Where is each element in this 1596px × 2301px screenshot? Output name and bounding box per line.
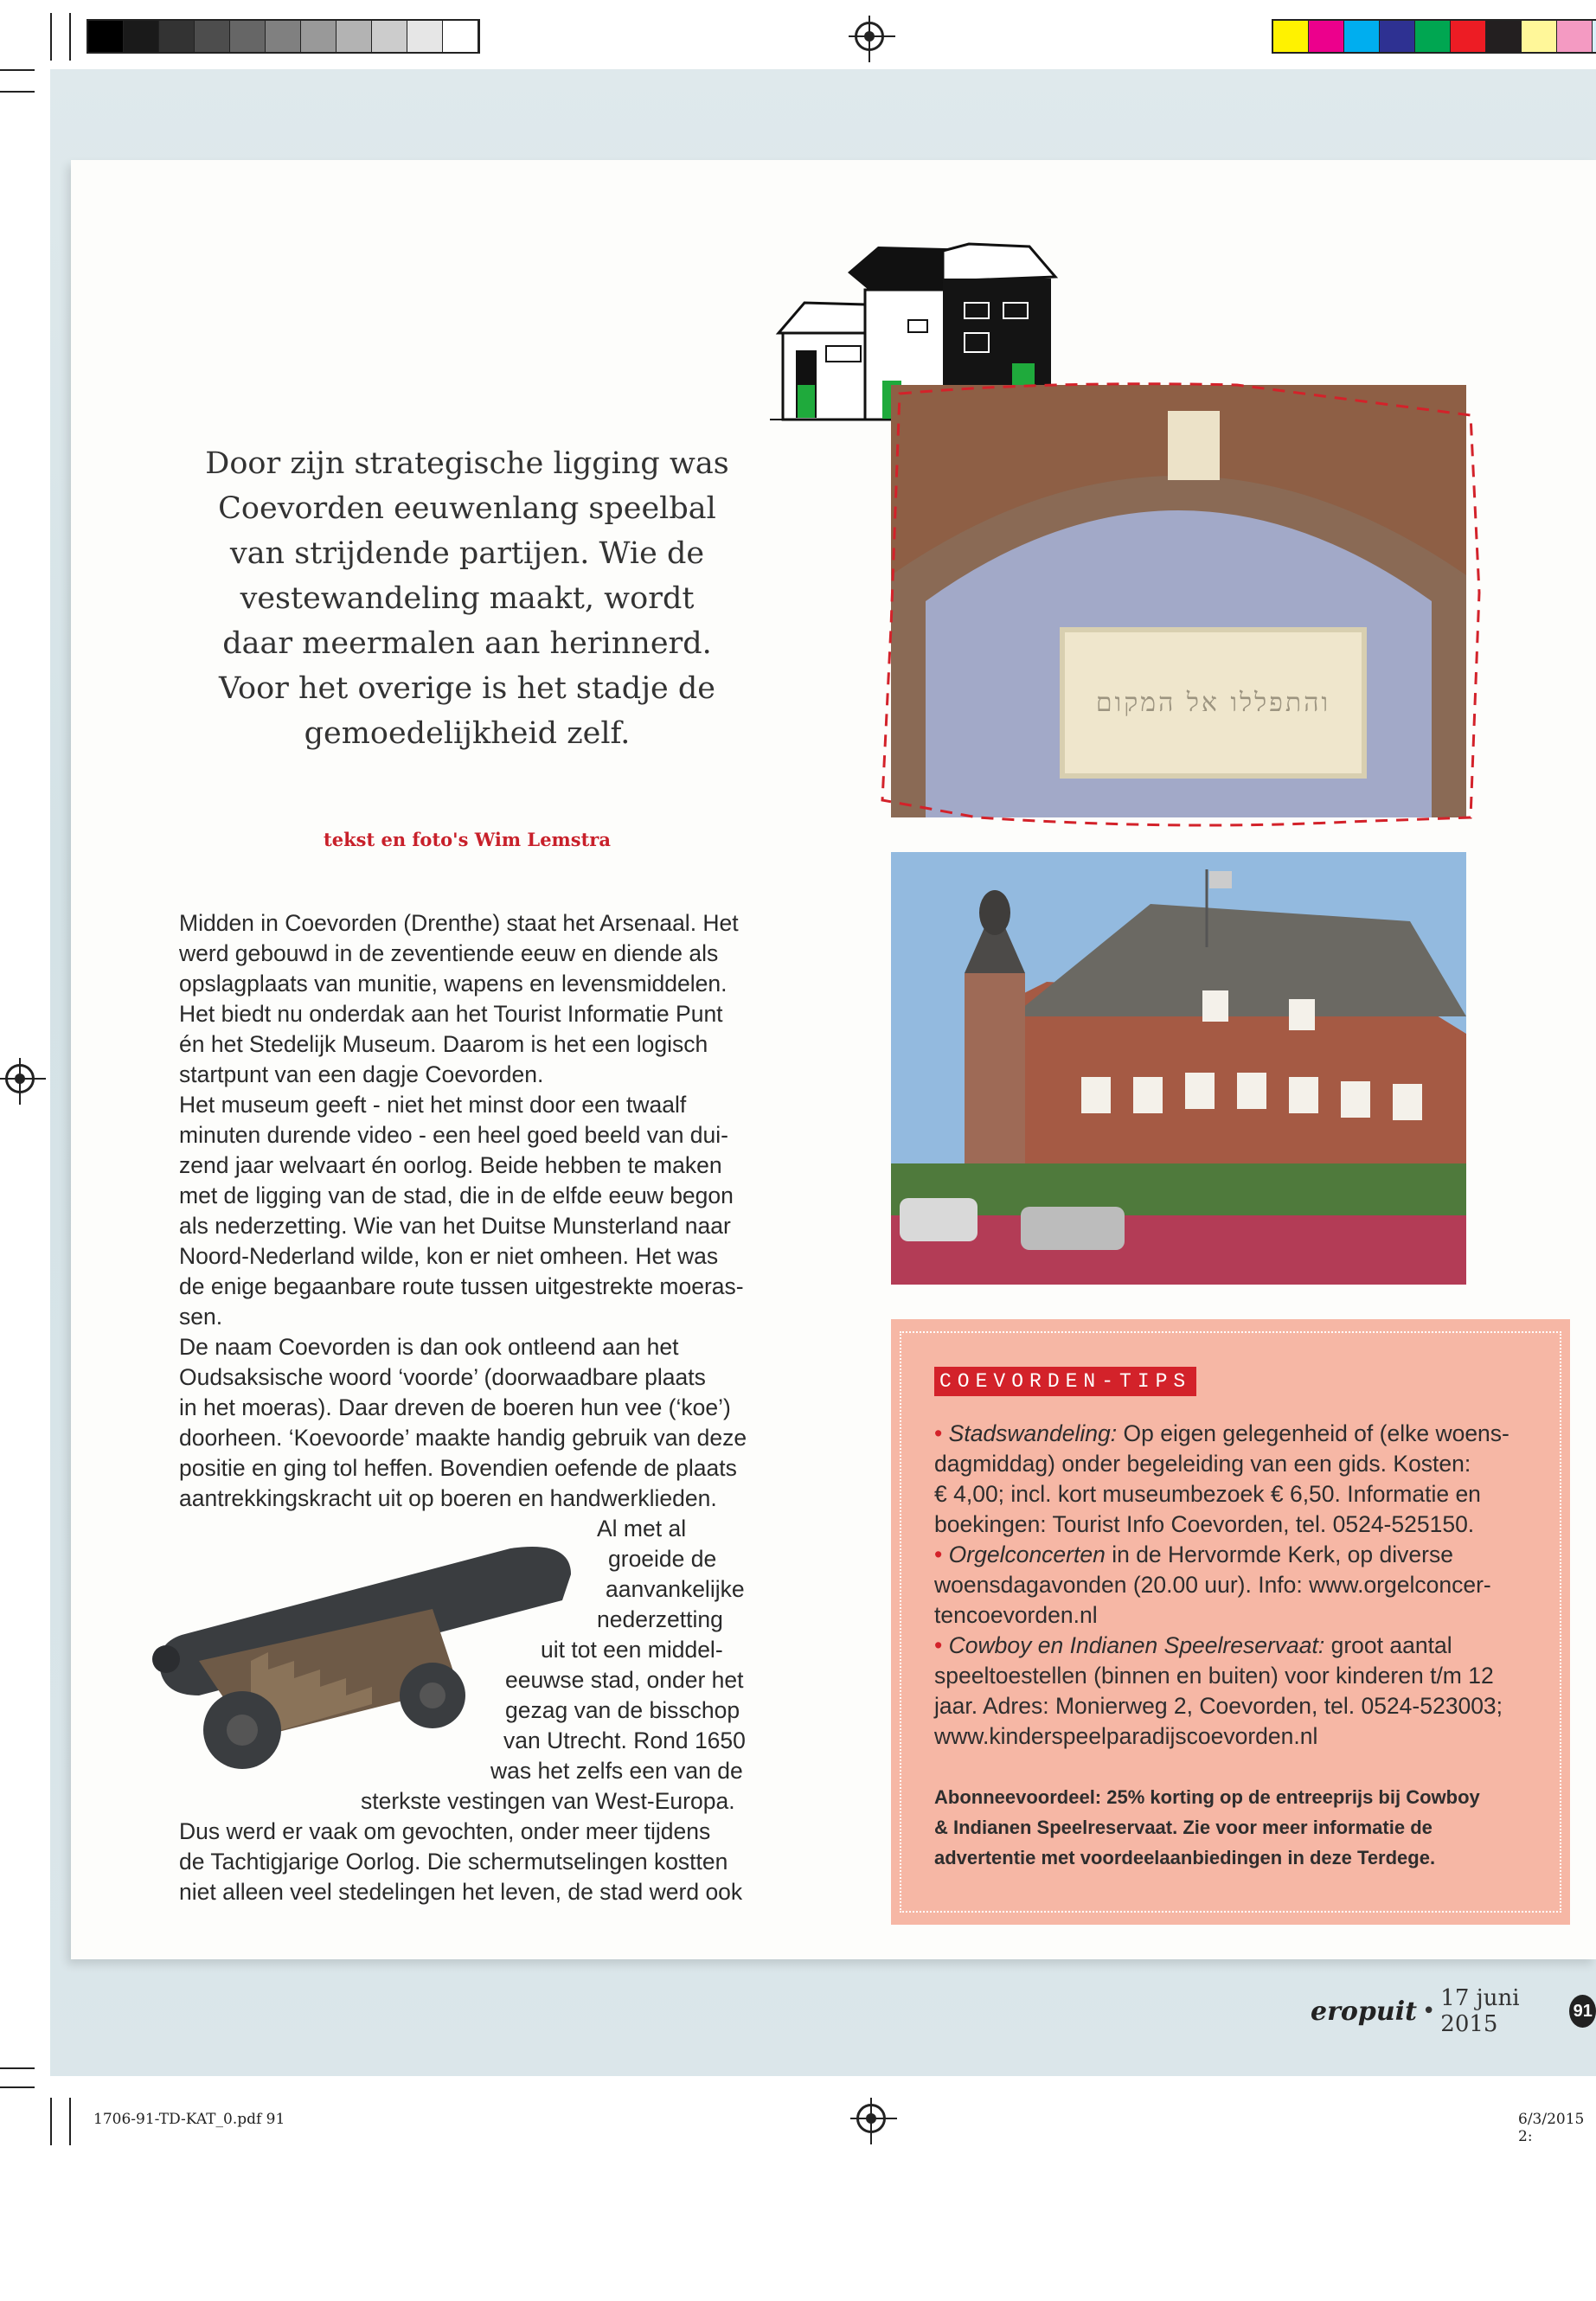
body-line: de enige begaanbare route tussen uitgestrekte moeras-: [179, 1273, 744, 1299]
page-footer: [1311, 1985, 1596, 2037]
offer-line: Abonneevoordeel: 25% korting op de entreeprijs bij Cowboy: [934, 1786, 1480, 1808]
print-slug-date: 6/3/2015 2:: [1518, 2111, 1585, 2145]
body-line: niet alleen veel stedelingen het leven, de stad werd ook: [179, 1879, 743, 1905]
tip-line: [934, 1419, 1548, 1449]
tip-name: Cowboy en Indianen Speelreservaat:: [948, 1632, 1325, 1658]
body-line: uit tot een middel-: [541, 1637, 723, 1663]
plaque-inscription: והתפללו אל המקום: [1095, 688, 1331, 718]
footer-separator: •: [1421, 1998, 1436, 2024]
body-line: sterkste vestingen van West-Europa.: [361, 1788, 735, 1814]
byline: tekst en foto's Wim Lemstra: [324, 829, 611, 850]
body-line: van Utrecht. Rond 1650: [503, 1727, 746, 1753]
body-line: zend jaar welvaart én oorlog. Beide hebben te maken: [179, 1152, 722, 1178]
process-color-bar: [1272, 19, 1596, 54]
issue-date: 17 juni 2015: [1440, 1985, 1520, 2037]
crop-mark: [50, 13, 52, 61]
castle-coevorden-photo: [891, 852, 1466, 1285]
tips-list: [934, 1419, 1548, 1752]
tip-text: groot aantal: [1324, 1632, 1452, 1658]
body-line: Het biedt nu onderdak aan het Tourist Informatie Punt: [179, 1001, 723, 1027]
tip-line: [934, 1631, 1548, 1661]
tips-box: [891, 1319, 1570, 1925]
tip-bullet: •: [934, 1632, 943, 1658]
print-slug-file: 1706-91-TD-KAT_0.pdf 91: [93, 2111, 285, 2128]
tip-line: speeltoestellen (binnen en buiten) voor kinderen t/m 12: [934, 1663, 1494, 1689]
body-line: De naam Coevorden is dan ook ontleend aan het: [179, 1334, 679, 1360]
tip-bullet: •: [934, 1541, 943, 1567]
subscriber-offer: [934, 1782, 1548, 1873]
crop-mark: [69, 13, 71, 61]
crop-mark: [0, 2067, 35, 2069]
crop-mark: [0, 69, 35, 71]
body-line: groeide de: [608, 1546, 717, 1572]
body-line: eeuwse stad, onder het: [505, 1667, 744, 1693]
body-line: aanvankelijke: [606, 1576, 745, 1602]
body-line: nederzetting: [597, 1606, 723, 1632]
intro-line: gemoedelijkheid zelf.: [304, 716, 631, 751]
crop-mark: [0, 91, 35, 93]
tip-text: in de Hervormde Kerk, op diverse: [1105, 1541, 1453, 1567]
body-line: Oudsaksische woord ‘voorde’ (doorwaadbare plaats: [179, 1364, 706, 1390]
body-line: Midden in Coevorden (Drenthe) staat het Arsenaal. Het: [179, 910, 739, 936]
crop-mark: [50, 2098, 52, 2145]
body-line: werd gebouwd in de zeventiende eeuw en diende als: [179, 940, 719, 966]
tip-name: Orgelconcerten: [948, 1541, 1106, 1567]
tip-line: boekingen: Tourist Info Coevorden, tel. 0524-525150.: [934, 1511, 1475, 1537]
intro-quote: [173, 441, 761, 756]
offer-line: & Indianen Speelreservaat. Zie voor meer informatie de: [934, 1817, 1433, 1838]
body-line: was het zelfs een van de: [490, 1758, 743, 1784]
body-line: startpunt van een dagje Coevorden.: [179, 1061, 544, 1087]
registration-target-icon: [856, 2104, 886, 2133]
tip-line: [934, 1540, 1548, 1570]
tip-line: € 4,00; incl. kort museumbezoek € 6,50. Informatie en: [934, 1481, 1481, 1507]
intro-line: daar meermalen aan herinnerd.: [222, 626, 712, 661]
body-line: Het museum geeft - niet het minst door een twaalf: [179, 1092, 687, 1118]
tips-title: COEVORDEN-TIPS: [934, 1367, 1196, 1396]
intro-line: vestewandeling maakt, wordt: [240, 581, 695, 616]
grayscale-color-bar: [87, 19, 480, 54]
tip-line: tencoevorden.nl: [934, 1602, 1098, 1628]
body-line: de Tachtigjarige Oorlog. Die schermutselingen kostten: [179, 1849, 728, 1875]
body-line: als nederzetting. Wie van het Duitse Munsterland naar: [179, 1213, 731, 1239]
tip-line: www.kinderspeelparadijscoevorden.nl: [934, 1723, 1318, 1749]
body-line: doorheen. ‘Koevoorde’ maakte handig gebruik van deze: [179, 1425, 747, 1451]
intro-line: van strijdende partijen. Wie de: [229, 536, 705, 571]
body-line: opslagplaats van munitie, wapens en levensmiddelen.: [179, 971, 727, 997]
tip-text: Op eigen gelegenheid of (elke woens-: [1117, 1420, 1509, 1446]
red-dashed-outline: [874, 368, 1492, 835]
cannon-illustration: [147, 1531, 580, 1782]
tip-line: woensdagavonden (20.00 uur). Info: www.orgelconcer-: [934, 1572, 1491, 1598]
tip-bullet: •: [934, 1420, 943, 1446]
body-line: in het moeras). Daar dreven de boeren hun vee (‘koe’): [179, 1394, 731, 1420]
body-line: Al met al: [597, 1516, 687, 1541]
body-line: sen.: [179, 1304, 223, 1330]
registration-target-icon: [5, 1064, 35, 1093]
body-line: met de ligging van de stad, die in de elfde eeuw begon: [179, 1183, 734, 1208]
magazine-logo: eropuit: [1311, 1996, 1417, 2027]
body-line: minuten durende video - een heel goed beeld van dui-: [179, 1122, 728, 1148]
offer-line: advertentie met voordeelaanbiedingen in deze Terdege.: [934, 1847, 1436, 1868]
intro-line: Door zijn strategische ligging was: [205, 446, 729, 481]
crop-mark: [69, 2098, 71, 2145]
tip-name: Stadswandeling:: [948, 1420, 1118, 1446]
body-line: gezag van de bisschop: [505, 1697, 740, 1723]
body-line: aantrekkingskracht uit op boeren en handwerklieden.: [179, 1485, 717, 1511]
tip-line: dagmiddag) onder begeleiding van een gids. Kosten:: [934, 1451, 1471, 1477]
intro-line: Coevorden eeuwenlang speelbal: [218, 491, 716, 526]
tip-line: jaar. Adres: Monierweg 2, Coevorden, tel. 0524-523003;: [934, 1693, 1503, 1719]
body-line: Dus werd er vaak om gevochten, onder meer tijdens: [179, 1818, 711, 1844]
page-number: 91: [1569, 1995, 1596, 2028]
crop-mark: [0, 2086, 35, 2088]
body-line: én het Stedelijk Museum. Daarom is het een logisch: [179, 1031, 708, 1057]
body-line: Noord-Nederland wilde, kon er niet omheen. Het was: [179, 1243, 719, 1269]
registration-target-icon: [855, 22, 884, 51]
intro-line: Voor het overige is het stadje de: [218, 671, 716, 706]
body-line: positie en ging tol heffen. Bovendien oefende de plaats: [179, 1455, 737, 1481]
